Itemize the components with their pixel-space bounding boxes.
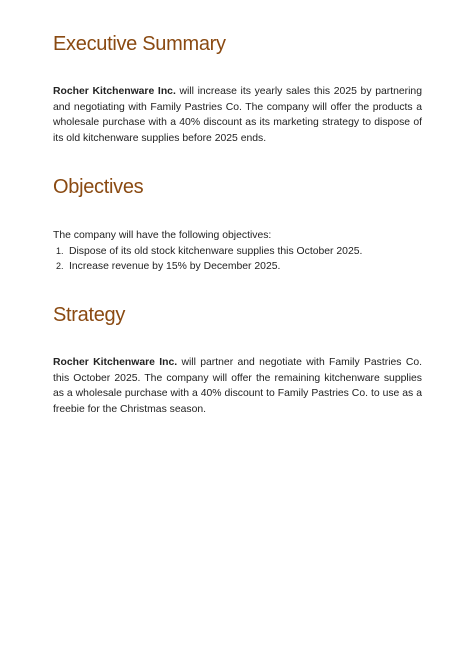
objectives-intro: The company will have the following objectives:	[53, 230, 272, 241]
strategy-heading: Strategy	[53, 304, 126, 326]
executive-summary-company-name: Rocher Kitchenware Inc.	[53, 86, 176, 97]
objective-number: 2.	[56, 261, 64, 272]
objective-number: 1.	[56, 245, 64, 256]
strategy-text: will partner and negotiate with Family Pastries Co. this October 2025. The company will offer the remaining kitchenware supplies as a wholesale purchase with a 40% discount to Family Pastries Co. to use as a freebie for the Christmas season.	[53, 357, 423, 415]
objective-item	[53, 244, 422, 260]
objectives-section	[53, 228, 422, 275]
strategy-company-name: Rocher Kitchenware Inc.	[53, 357, 178, 368]
objectives-heading: Objectives	[53, 176, 144, 198]
objectives-list	[53, 244, 422, 275]
executive-summary-paragraph	[53, 84, 422, 146]
executive-summary-heading: Executive Summary	[53, 33, 226, 55]
objective-text: Increase revenue by 15% by December 2025.	[69, 261, 281, 273]
executive-summary-text: will increase its yearly sales this 2025 by partnering and negotiating with Family Pastries Co. The company will offer the products a wholesale purchase with a 40% discount as its marketing strategy to dispose of its old kitchenware supplies before 2025 ends.	[53, 86, 422, 144]
objective-text: Dispose of its old stock kitchenware supplies this October 2025.	[69, 245, 363, 257]
strategy-paragraph	[53, 355, 422, 417]
objective-item	[53, 259, 422, 275]
